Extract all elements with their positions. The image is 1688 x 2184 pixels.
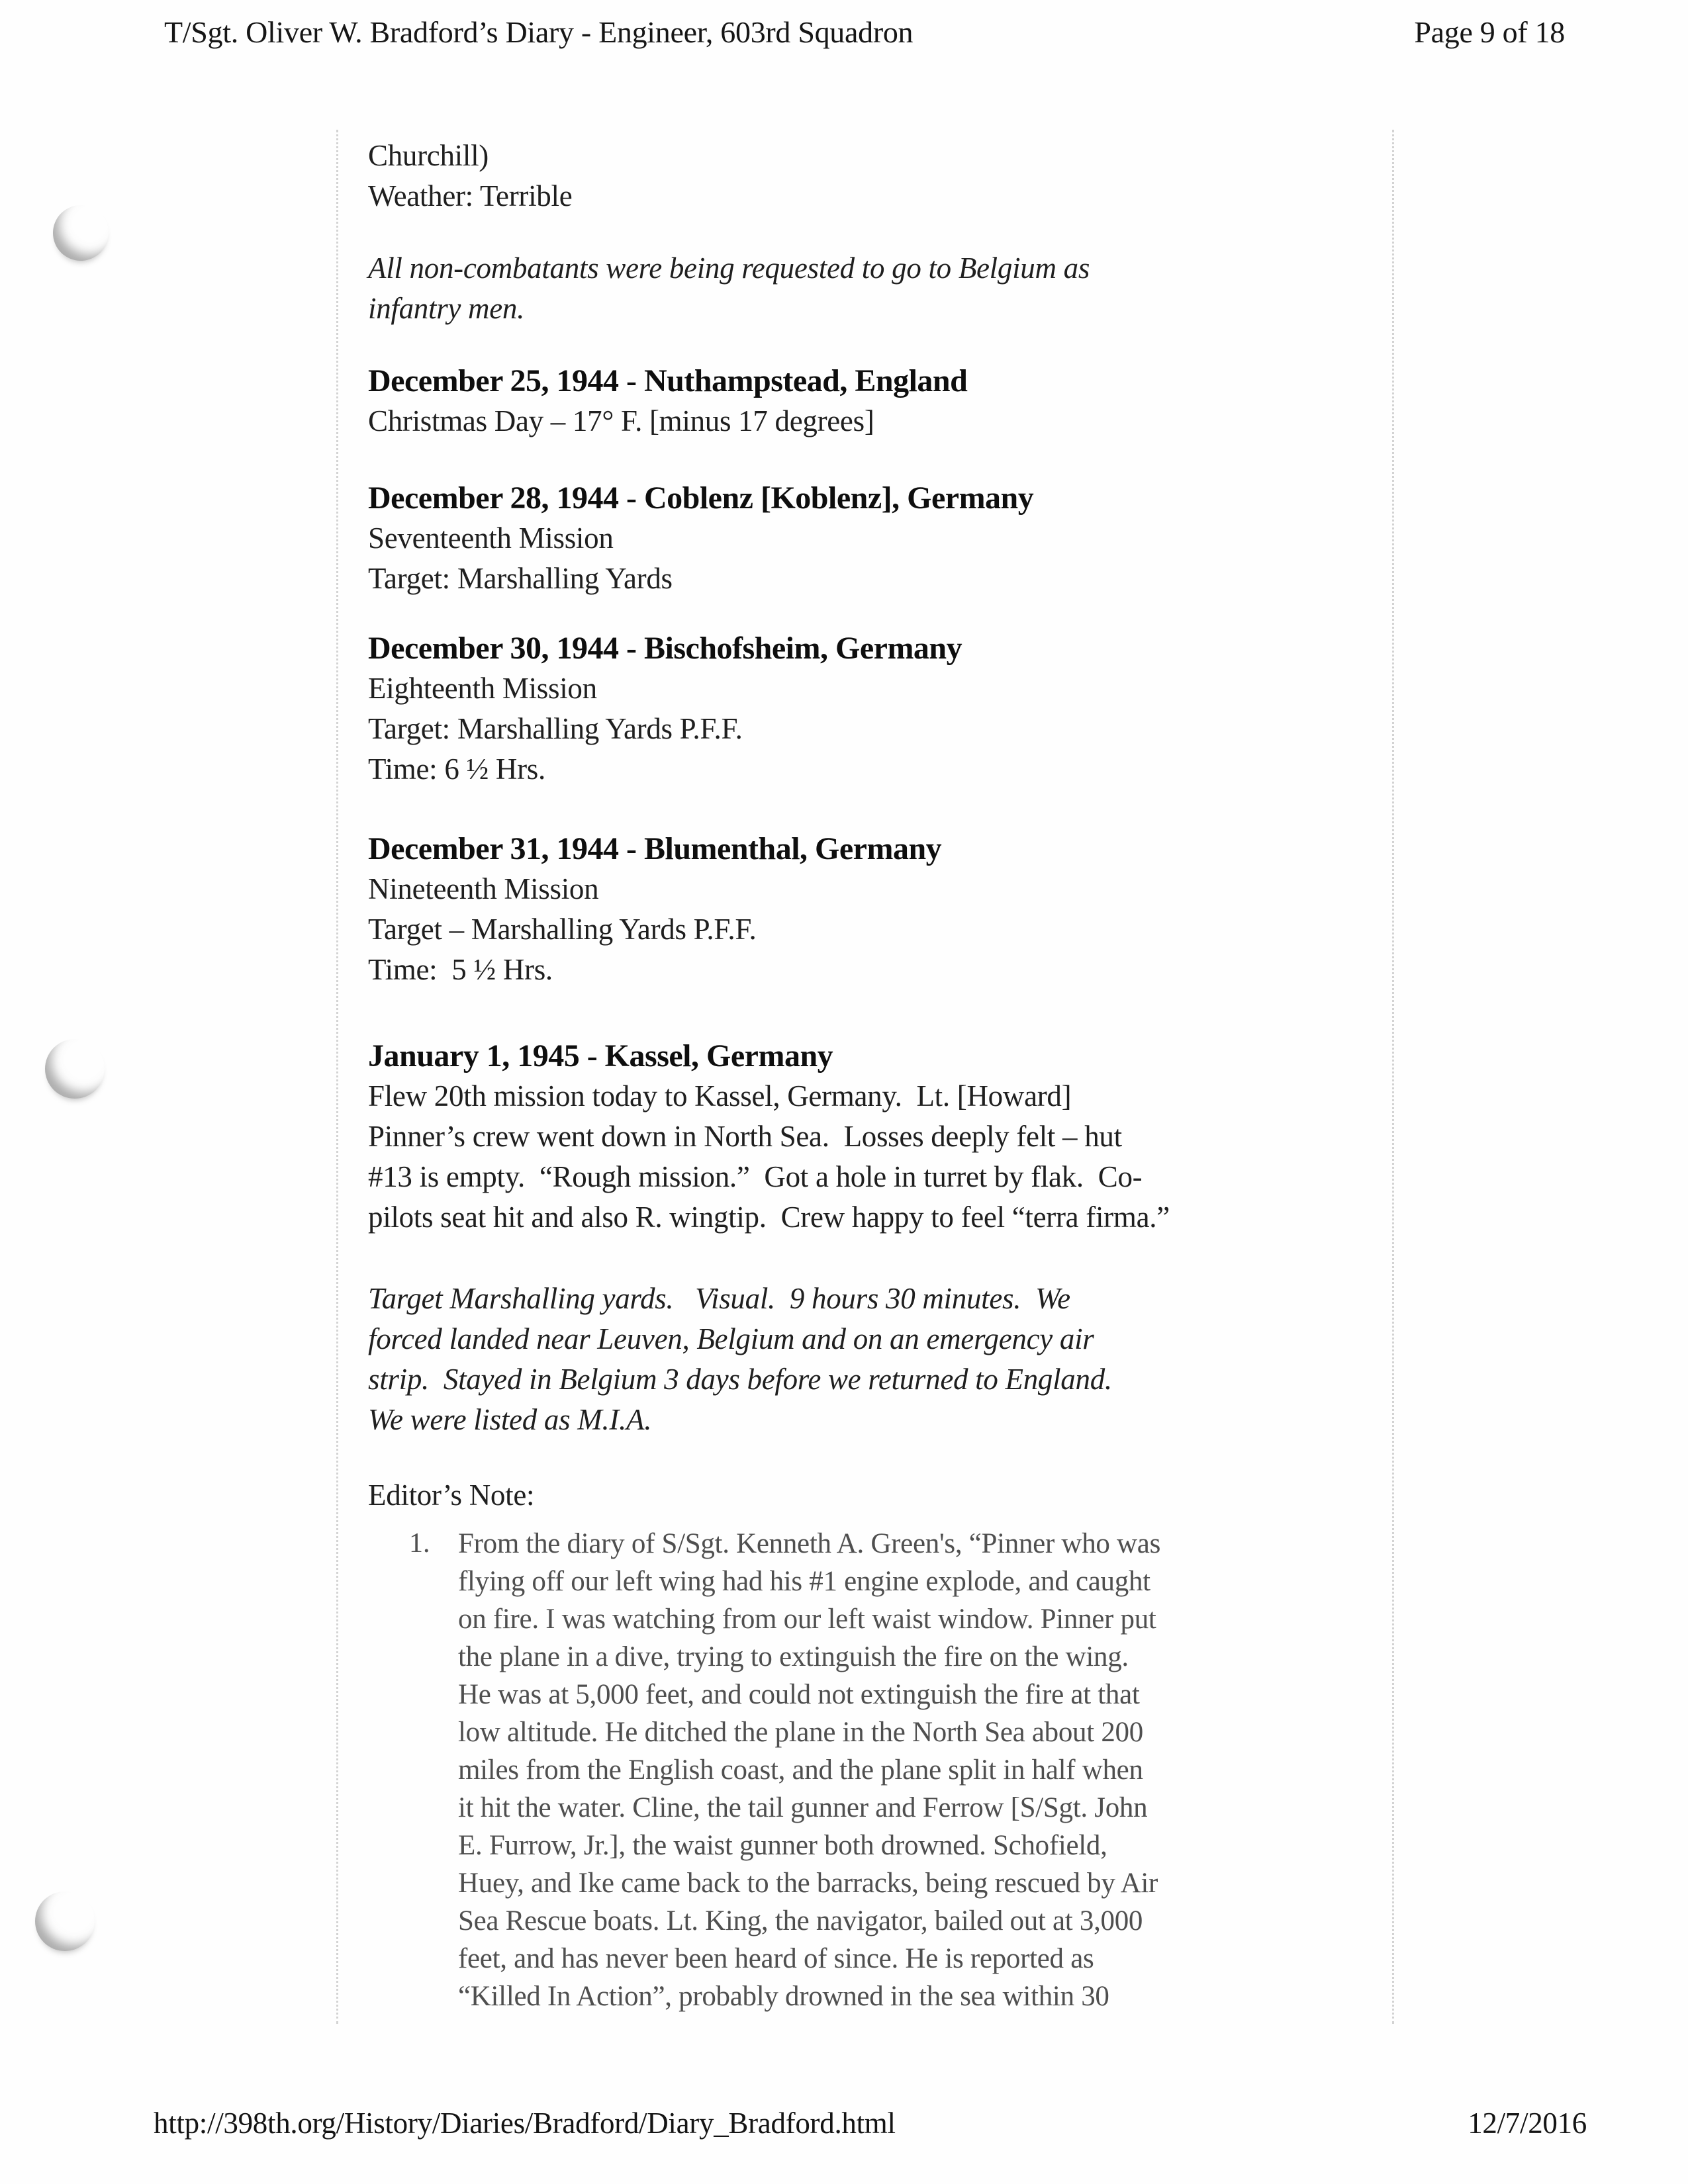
entry-line: Christmas Day – 17° F. [minus 17 degrees] (368, 404, 874, 437)
entry-line: Target: Marshalling Yards P.F.F. (368, 712, 743, 745)
footnote-line: From the diary of S/Sgt. Kenneth A. Green's, “Pinner who was (458, 1528, 1161, 1559)
entry-line: Target – Marshalling Yards P.F.F. (368, 913, 757, 946)
entry-line: Pinner’s crew went down in North Sea. Losses deeply felt – hut (368, 1120, 1122, 1153)
italic-note-line: forced landed near Leuven, Belgium and on an emergency air (368, 1322, 1094, 1355)
intro-block (368, 136, 572, 216)
diary-entry (368, 1036, 1170, 1238)
header-page-indicator: Page 9 of 18 (1414, 15, 1565, 49)
weather-line: Weather: Terrible (368, 179, 573, 212)
diary-entry (368, 361, 967, 441)
italic-note-line: We were listed as M.I.A. (368, 1403, 652, 1436)
footnote-line: “Killed In Action”, probably drowned in the sea within 30 (458, 1981, 1109, 2012)
hole-punch-mark (53, 205, 109, 261)
entry-line: Time: 6 ½ Hrs. (368, 752, 545, 786)
footnote-line: E. Furrow, Jr.], the waist gunner both drowned. Schofield, (458, 1830, 1107, 1861)
italic-note (368, 248, 1090, 329)
entry-heading: January 1, 1945 - Kassel, Germany (368, 1038, 833, 1073)
footnote-line: the plane in a dive, trying to extinguish the fire on the wing. (458, 1641, 1129, 1672)
print-border-right (1392, 130, 1394, 2024)
editors-note-label-text: Editor’s Note: (368, 1479, 535, 1512)
editors-note-item (368, 1525, 1341, 2015)
hole-punch-mark (45, 1039, 105, 1099)
entry-line: Nineteenth Mission (368, 872, 599, 905)
document-body (368, 0, 1341, 2012)
footnote-line: Sea Rescue boats. Lt. King, the navigator, bailed out at 3,000 (458, 1905, 1143, 1936)
footnote-line: feet, and has never been heard of since. He is reported as (458, 1943, 1094, 1974)
entry-line: Flew 20th mission today to Kassel, Germany. Lt. [Howard] (368, 1079, 1072, 1113)
entry-line: #13 is empty. “Rough mission.” Got a hole in turret by flak. Co- (368, 1160, 1143, 1193)
footnote-number: 1. (409, 1528, 430, 1559)
entry-line: Seventeenth Mission (368, 522, 614, 555)
diary-entry (368, 478, 1033, 599)
italic-note (368, 1279, 1112, 1440)
italic-note-line: All non-combatants were being requested to go to Belgium as (368, 251, 1090, 285)
italic-note-line: strip. Stayed in Belgium 3 days before we returned to England. (368, 1363, 1112, 1396)
header-title: T/Sgt. Oliver W. Bradford’s Diary - Engineer, 603rd Squadron (164, 15, 914, 49)
entry-heading: December 25, 1944 - Nuthampstead, England (368, 363, 968, 398)
editors-note-label (368, 1475, 534, 1516)
footer-date: 12/7/2016 (1468, 2107, 1587, 2140)
footnote-line: He was at 5,000 feet, and could not extinguish the fire at that (458, 1679, 1140, 1710)
footnote-line: Huey, and Ike came back to the barracks, being rescued by Air (458, 1868, 1158, 1899)
footnote-line: it hit the water. Cline, the tail gunner and Ferrow [S/Sgt. John (458, 1792, 1148, 1823)
entry-line: Eighteenth Mission (368, 672, 597, 705)
italic-note-line: Target Marshalling yards. Visual. 9 hours 30 minutes. We (368, 1282, 1070, 1315)
footnote-line: on fire. I was watching from our left waist window. Pinner put (458, 1604, 1156, 1635)
footnote-line: miles from the English coast, and the plane split in half when (458, 1754, 1143, 1786)
diary-entry (368, 628, 962, 790)
footnote-line: low altitude. He ditched the plane in the North Sea about 200 (458, 1717, 1143, 1748)
footer-url: http://398th.org/History/Diaries/Bradford/Diary_Bradford.html (154, 2107, 896, 2140)
entry-heading: December 28, 1944 - Coblenz [Koblenz], Germany (368, 480, 1034, 516)
entry-heading: December 31, 1944 - Blumenthal, Germany (368, 831, 942, 866)
intro-line: Churchill) (368, 139, 489, 172)
diary-entry (368, 829, 941, 990)
footnote-line: flying off our left wing had his #1 engine explode, and caught (458, 1566, 1150, 1597)
entry-line: pilots seat hit and also R. wingtip. Crew happy to feel “terra firma.” (368, 1201, 1170, 1234)
print-border-left (336, 130, 338, 2024)
italic-note-line: infantry men. (368, 292, 525, 325)
entry-line: Time: 5 ½ Hrs. (368, 953, 553, 986)
entry-heading: December 30, 1944 - Bischofsheim, Germany (368, 631, 962, 666)
entry-line: Target: Marshalling Yards (368, 562, 673, 595)
hole-punch-mark (35, 1891, 95, 1951)
